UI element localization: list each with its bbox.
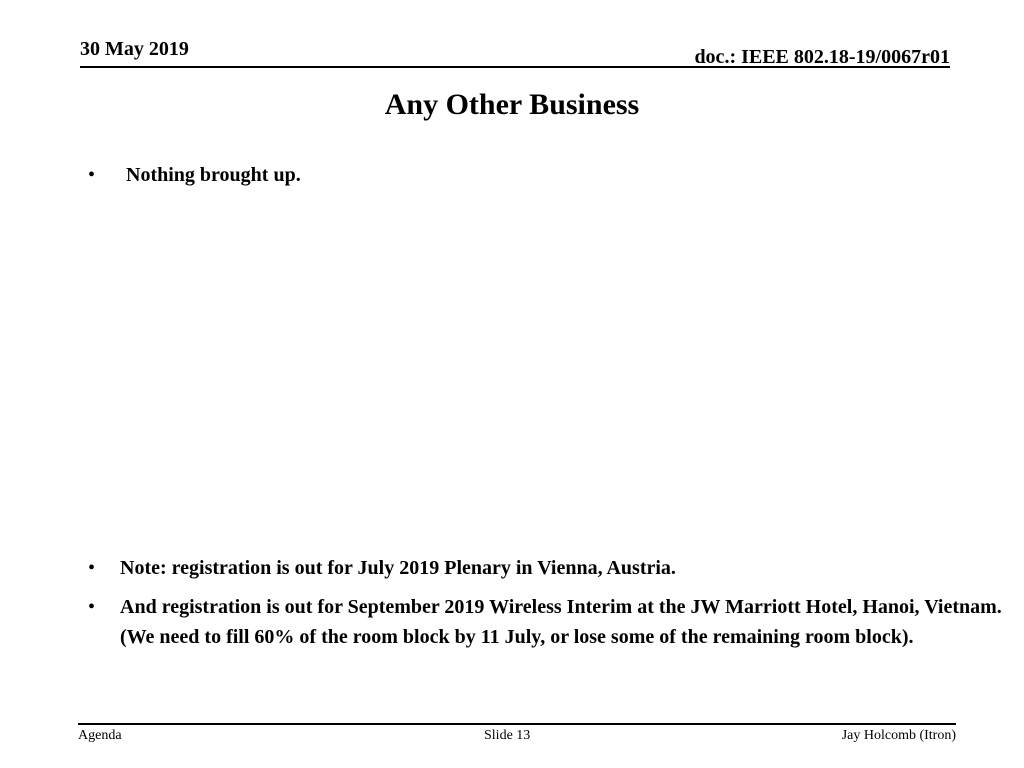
bullet-dot-icon: • <box>88 164 96 186</box>
bullet-text: Note: registration is out for July 2019 Plenary in Vienna, Austria. <box>120 557 676 579</box>
slide-title: Any Other Business <box>384 88 640 121</box>
header-divider <box>80 66 950 68</box>
bullet-item <box>88 553 1008 583</box>
footer-author: Jay Holcomb (Itron) <box>841 728 956 743</box>
footer-slide-number: Slide 13 <box>484 728 531 743</box>
footer-section-label: Agenda <box>78 728 122 743</box>
bullet-text: Nothing brought up. <box>126 164 301 186</box>
bullet-item <box>88 592 1008 652</box>
footer-divider <box>78 723 956 725</box>
document-id: doc.: IEEE 802.18-19/0067r01 <box>694 46 950 68</box>
slide-date: 30 May 2019 <box>80 38 189 60</box>
bullet-dot-icon: • <box>88 596 96 618</box>
bullet-text: And registration is out for September 2019 Wireless Interim at the JW Marriott Hotel, Hanoi, Vietnam. (We need to fill 60% of the room block by 11 July, or lose some of the remaining room block). <box>120 596 1002 648</box>
bullet-dot-icon: • <box>88 557 96 579</box>
bullet-item <box>88 160 948 190</box>
